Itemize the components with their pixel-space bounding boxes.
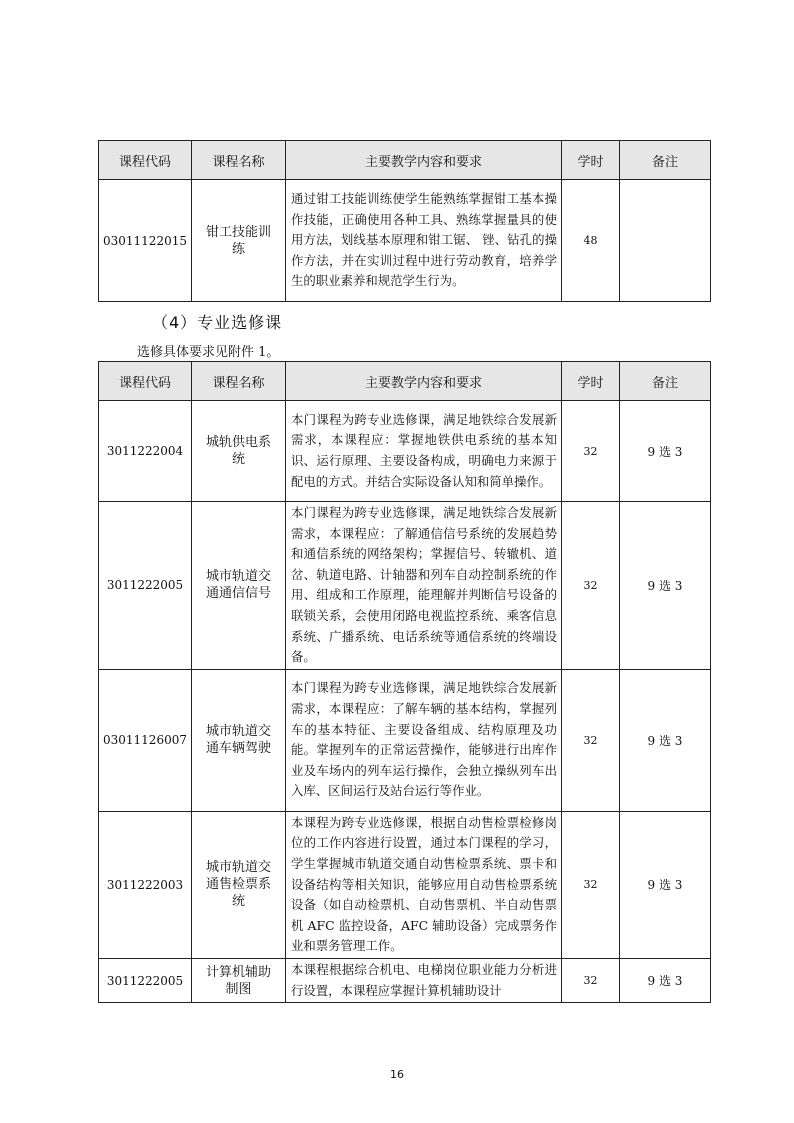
table-row <box>99 669 711 811</box>
course-content: 通过钳工技能训练使学生能熟练掌握钳工基本操作技能，正确使用各种工具、熟练掌握量具的使用方法，划线基本原理和钳工锯、 锉、钻孔的操作方法，并在实训过程中进行劳动教育，培养学生的职业素养和规范学生行为。 <box>286 180 562 302</box>
header-code: 课程代码 <box>99 141 192 180</box>
course-hours: 32 <box>562 958 620 1002</box>
course-name: 城市轨道交通通信信号 <box>192 502 286 670</box>
course-code: 03011126007 <box>99 669 192 811</box>
course-code: 03011122015 <box>99 180 192 302</box>
course-content: 本课程为跨专业选修课，根据自动售检票检修岗位的工作内容进行设置，通过本门课程的学习，学生掌握城市轨道交通自动售检票系统、票卡和设备结构等相关知识，能够应用自动售检票系统设备（如自动检票机、自动售票机、半自动售票机 AFC 监控设备，AFC 辅助设备）完成票务作业和票务管理工作。 <box>286 811 562 958</box>
course-table-1 <box>98 140 711 302</box>
course-table-2 <box>98 361 711 1003</box>
table-row <box>99 811 711 958</box>
course-content: 本课程根据综合机电、电梯岗位职业能力分析进行设置，本课程应掌握计算机辅助设计 <box>286 958 562 1002</box>
header-note: 备注 <box>620 141 711 180</box>
course-hours: 32 <box>562 669 620 811</box>
course-note: 9 选 3 <box>620 502 711 670</box>
course-content: 本门课程为跨专业选修课，满足地铁综合发展新需求，本课程应：了解通信信号系统的发展趋势和通信系统的网络架构；掌握信号、转辙机、道岔、轨道电路、计轴器和列车自动控制系统的作用、组成和工作原理，能理解并判断信号设备的联锁关系，会使用闭路电视监控系统、乘客信息系统、广播系统、电话系统等通信系统的终端设备。 <box>286 502 562 670</box>
course-name: 城市轨道交通车辆驾驶 <box>192 669 286 811</box>
course-code: 3011222005 <box>99 958 192 1002</box>
table-header-row <box>99 141 711 180</box>
course-code: 3011222005 <box>99 502 192 670</box>
header-name: 课程名称 <box>192 362 286 401</box>
course-hours: 32 <box>562 811 620 958</box>
table-row <box>99 180 711 302</box>
course-name: 钳工技能训练 <box>192 180 286 302</box>
course-name: 计算机辅助制图 <box>192 958 286 1002</box>
table-row <box>99 502 711 670</box>
course-code: 3011222004 <box>99 401 192 502</box>
section-heading: （4）专业选修课 <box>152 313 283 332</box>
course-content: 本门课程为跨专业选修课，满足地铁综合发展新需求，本课程应：掌握地铁供电系统的基本知识、运行原理、主要设备构成，明确电力来源于配电的方式。并结合实际设备认知和简单操作。 <box>286 401 562 502</box>
header-hours: 学时 <box>562 141 620 180</box>
header-hours: 学时 <box>562 362 620 401</box>
course-note <box>620 180 711 302</box>
table-header-row <box>99 362 711 401</box>
course-content: 本门课程为跨专业选修课，满足地铁综合发展新需求，本课程应：了解车辆的基本结构，掌握列车的基本特征、主要设备组成、结构原理及功能。掌握列车的正常运营操作，能够进行出库作业及车场内的列车运行操作，会独立操纵列车出入库、区间运行及站台运行等作业。 <box>286 669 562 811</box>
table-row <box>99 401 711 502</box>
course-note: 9 选 3 <box>620 958 711 1002</box>
header-name: 课程名称 <box>192 141 286 180</box>
course-code: 3011222003 <box>99 811 192 958</box>
course-note: 9 选 3 <box>620 669 711 811</box>
course-hours: 32 <box>562 401 620 502</box>
table-row <box>99 958 711 1002</box>
header-code: 课程代码 <box>99 362 192 401</box>
course-note: 9 选 3 <box>620 811 711 958</box>
header-content: 主要教学内容和要求 <box>286 362 562 401</box>
header-content: 主要教学内容和要求 <box>286 141 562 180</box>
course-name: 城市轨道交通售检票系统 <box>192 811 286 958</box>
section-note: 选修具体要求见附件 1。 <box>137 345 280 360</box>
page-number: 16 <box>390 1068 404 1081</box>
course-hours: 48 <box>562 180 620 302</box>
header-note: 备注 <box>620 362 711 401</box>
course-name: 城轨供电系统 <box>192 401 286 502</box>
course-hours: 32 <box>562 502 620 670</box>
course-note: 9 选 3 <box>620 401 711 502</box>
